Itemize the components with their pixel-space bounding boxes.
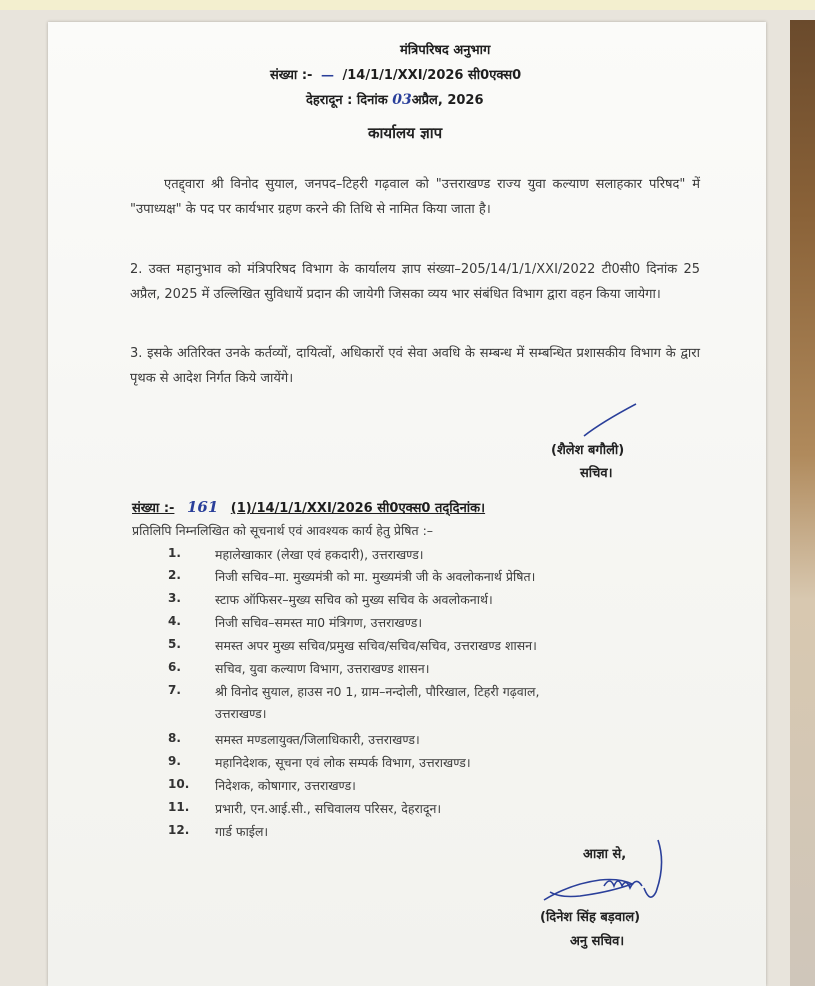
paragraph-2-text: 2. उक्त महानुभाव को मंत्रिपरिषद विभाग के कार्यालय ज्ञाप संख्या–205/14/1/1/XXI/2022 टी0सी0 दिनांक 25 अप्रैल, 2025 में उल्लिखित सुविधायें प्रदान की जायेगी जिसका व्यय भार संबंधित विभाग द्वारा वहन किया जायेगा। (130, 262, 700, 302)
list-item-text: गार्ड फाईल। (215, 824, 269, 839)
signatory-2-name: (दिनेश सिंह बड़वाल) (540, 910, 641, 925)
letter-number-value: /14/1/1/XXI/2026 सी0एक्स0 (342, 68, 522, 83)
list-item-text: स्टाफ ऑफिसर–मुख्य सचिव को मुख्य सचिव के अवलोकनार्थ। (215, 592, 493, 607)
paragraph-3 (130, 341, 700, 391)
list-item-number: 6. (168, 660, 181, 674)
paragraph-1 (130, 172, 700, 222)
handwritten-day: 03 (392, 92, 412, 108)
signature-mark-1 (580, 400, 640, 440)
list-item-text: प्रभारी, एन.आई.सी., सचिवालय परिसर, देहरादून। (215, 801, 442, 816)
list-item-number: 3. (168, 591, 181, 605)
paragraph-1-text: एतद्द्वारा श्री विनोद सुयाल, जनपद–टिहरी गढ़वाल को "उत्तराखण्ड राज्य युवा कल्याण सलाहकार परिषद" में "उपाध्यक्ष" के पद पर कार्यभार ग्रहण करने की तिथि से नामित किया जाता है। (130, 177, 700, 217)
department-name: मंत्रिपरिषद अनुभाग (400, 43, 491, 58)
place-date (306, 90, 484, 108)
copy-number-line (132, 498, 485, 516)
top-background-strip (0, 0, 815, 10)
list-item-text: निजी सचिव–मा. मुख्यमंत्री को मा. मुख्यमंत्री जी के अवलोकनार्थ प्रेषित। (215, 569, 536, 584)
place-date-suffix: अप्रैल, 2026 (411, 93, 484, 108)
signature-mark-2 (540, 834, 670, 914)
handwritten-dash: — (320, 68, 334, 83)
copy-number-value: (1)/14/1/1/XXI/2026 सी0एक्स0 तद्‌दिनांक। (230, 501, 486, 516)
signatory-2-designation: अनु सचिव। (570, 934, 625, 949)
copy-number-label: संख्या :- (132, 501, 175, 516)
paragraph-2 (130, 257, 700, 307)
list-item-text: श्री विनोद सुयाल, हाउस न0 1, ग्राम–नन्दोली, पौरिखाल, टिहरी गढ़वाल, (215, 684, 540, 699)
paragraph-3-text: 3. इसके अतिरिक्त उनके कर्तव्यों, दायित्वों, अधिकारों एवं सेवा अवधि के सम्बन्ध में सम्बन्धित प्रशासकीय विभाग के द्वारा पृथक से आदेश निर्गत किये जायेंगे। (130, 346, 700, 386)
list-item-text: निजी सचिव–समस्त मा0 मंत्रिगण, उत्तराखण्ड। (215, 615, 423, 630)
list-item-text: निदेशक, कोषागार, उत्तराखण्ड। (215, 778, 356, 793)
list-item-text: महालेखाकार (लेखा एवं हकदारी), उत्तराखण्ड। (215, 547, 424, 562)
list-item-number: 5. (168, 637, 181, 651)
list-item-number: 2. (168, 568, 181, 582)
letter-number (270, 65, 521, 83)
list-item-text: उत्तराखण्ड। (215, 706, 267, 721)
signatory-1-designation: सचिव। (580, 466, 613, 481)
list-item-number: 4. (168, 614, 181, 628)
copy-intro: प्रतिलिपि निम्नलिखित को सूचनार्थ एवं आवश्यक कार्य हेतु प्रेषित :– (132, 523, 434, 538)
list-item-text: समस्त मण्डलायुक्त/जिलाधिकारी, उत्तराखण्ड। (215, 732, 420, 747)
list-item-number: 7. (168, 683, 181, 697)
list-item-number: 10. (168, 777, 190, 791)
list-item-number: 12. (168, 823, 190, 837)
adjacent-photo-edge (790, 20, 815, 986)
signatory-1-name: (शैलेश बगौली) (551, 443, 625, 458)
office-memorandum-page (48, 22, 766, 986)
list-item-text: समस्त अपर मुख्य सचिव/प्रमुख सचिव/सचिव/सचिव, उत्तराखण्ड शासन। (215, 638, 537, 653)
by-order-text: आज्ञा से, (583, 847, 627, 862)
list-item-number: 8. (168, 731, 181, 745)
list-item-text: महानिदेशक, सूचना एवं लोक सम्पर्क विभाग, उत्तराखण्ड। (215, 755, 471, 770)
list-item-text: सचिव, युवा कल्याण विभाग, उत्तराखण्ड शासन। (215, 661, 430, 676)
memo-title: कार्यालय ज्ञाप (368, 124, 443, 142)
handwritten-copy-number: 161 (186, 498, 219, 516)
list-item-number: 1. (168, 546, 181, 560)
letter-number-label: संख्या :- (270, 68, 313, 83)
list-item-number: 11. (168, 800, 190, 814)
place-date-prefix: देहरादून : दिनांक (306, 93, 388, 108)
list-item-number: 9. (168, 754, 181, 768)
